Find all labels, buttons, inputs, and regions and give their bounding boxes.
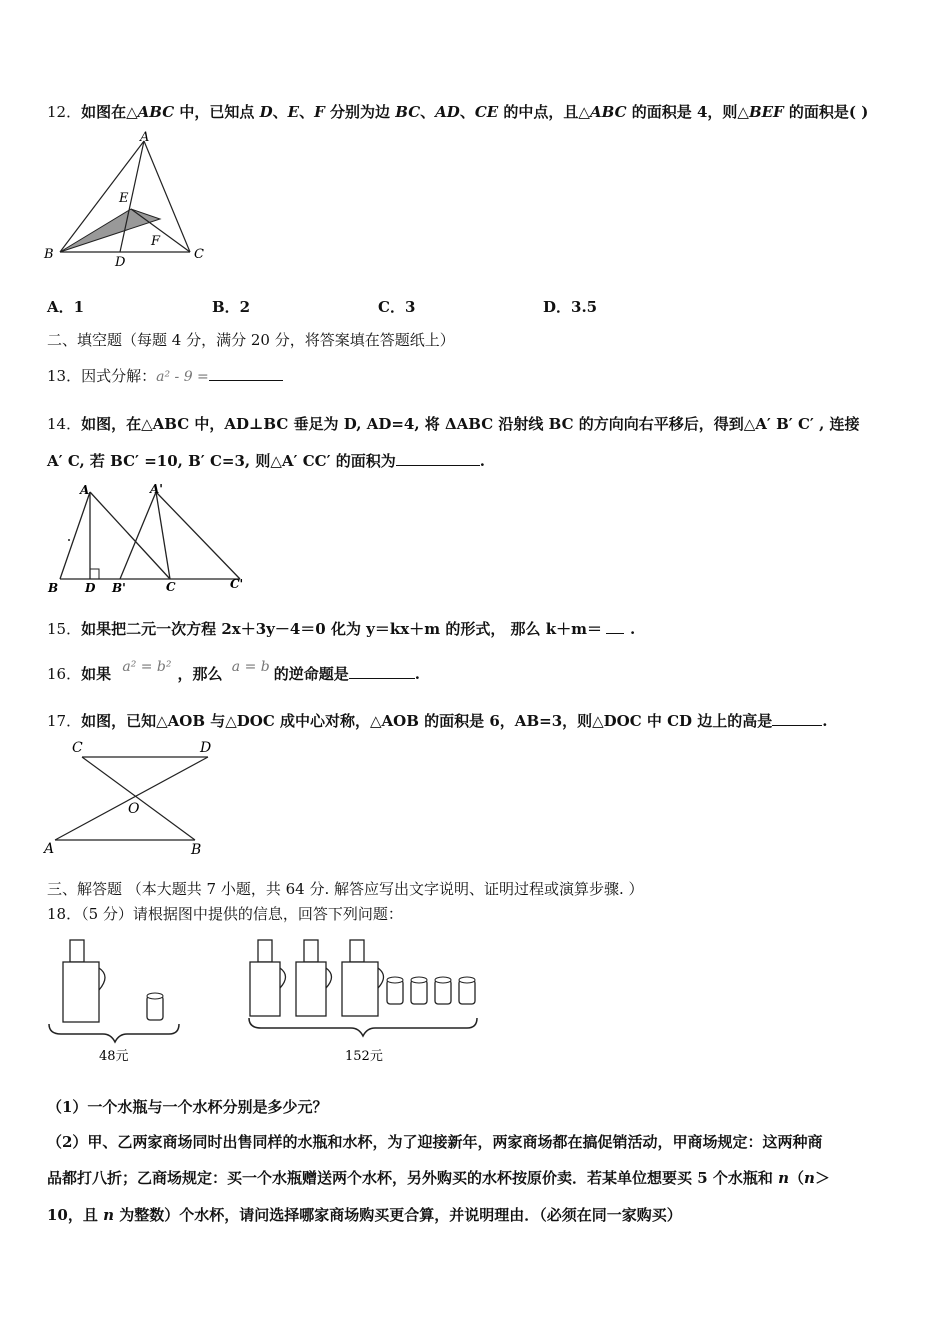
- cup-rim: [435, 977, 451, 983]
- q17-number: 17．: [47, 712, 82, 730]
- q13-text: 因式分解：: [81, 367, 157, 385]
- q16-number: 16．: [47, 665, 82, 683]
- cup-rim: [459, 977, 475, 983]
- q12-option-c[interactable]: C．3: [378, 298, 416, 316]
- q12-text: 如图在△: [81, 103, 138, 121]
- q15-number: 15．: [47, 620, 82, 638]
- q18-sub2-text: 品都打八折；乙商场规定：买一个水瓶赠送两个水杯，另外购买的水杯按原价卖．若某单位想要买 5 个水瓶和: [47, 1169, 779, 1187]
- shaded-triangle-bef: [60, 209, 160, 252]
- q12-option-d[interactable]: D．3.5: [543, 298, 598, 316]
- cup-icon: [147, 996, 163, 1020]
- q18-figure-48: [45, 936, 185, 1066]
- q17-stem: [47, 711, 828, 731]
- side-a2c2: [156, 492, 240, 579]
- q12-text: ABC: [137, 103, 175, 121]
- cup-icon: [411, 980, 427, 1004]
- label-a-prime: A': [150, 482, 163, 496]
- q14-stem-line1: [47, 414, 860, 434]
- bottle-cap: [70, 940, 84, 962]
- bottle-cap: [258, 940, 272, 962]
- side-a2b2: [120, 492, 156, 579]
- label-d: D: [115, 255, 126, 270]
- q12-option-b[interactable]: B．2: [212, 298, 251, 316]
- brace-152: [249, 1018, 477, 1036]
- label-e: E: [119, 191, 129, 206]
- q15-period: .: [630, 620, 636, 638]
- q13-answer-blank[interactable]: [209, 366, 283, 381]
- q16-math-1: a² = b²: [122, 659, 172, 675]
- q12-text: CE: [474, 103, 499, 121]
- section-2-title: 二、填空题（每题 4 分，满分 20 分，将答案填在答题纸上）: [47, 331, 455, 349]
- q12-text: F: [314, 103, 325, 121]
- stray-dot: [68, 539, 70, 541]
- q18-figure-152: [245, 936, 485, 1066]
- q16-answer-blank[interactable]: [349, 664, 415, 679]
- q15-stem: [47, 619, 635, 639]
- segment-da: [55, 757, 208, 840]
- q16-text: 的逆命题是: [273, 665, 349, 683]
- label-o: O: [128, 801, 140, 817]
- q14-stem-line2: [47, 451, 485, 471]
- bottle-handle: [326, 968, 332, 988]
- q12-stem: [47, 102, 868, 122]
- label-c-prime: C': [230, 577, 244, 591]
- q16-text: 如果: [81, 665, 112, 683]
- q12-text: E: [287, 103, 300, 121]
- label-b-prime: B': [112, 581, 126, 595]
- q18-sub2-line3: [47, 1205, 682, 1225]
- q16-period: .: [414, 665, 420, 683]
- q12-option-a[interactable]: A．1: [47, 298, 85, 316]
- label-d: D: [200, 740, 212, 756]
- label-c: C: [194, 247, 204, 262]
- q18-sub2-line2: [47, 1168, 830, 1188]
- q15-text: 如果把二元一次方程 2x＋3y－4＝0 化为 y＝kx＋m 的形式， 那么 k＋m＝: [81, 620, 603, 638]
- bottle-body: [250, 962, 280, 1016]
- q14-translation-figure: [40, 478, 260, 598]
- label-a: A: [44, 841, 55, 857]
- q14-period: .: [479, 452, 485, 470]
- q17-symmetry-figure: [40, 737, 230, 862]
- cup-icon: [435, 980, 451, 1004]
- right-angle-mark: [90, 569, 99, 579]
- q12-text: BC: [395, 103, 421, 121]
- brace-48: [49, 1024, 179, 1042]
- q12-text: D: [259, 103, 273, 121]
- q18-sub2-text: （: [789, 1169, 805, 1187]
- q12-text: 、: [299, 103, 315, 121]
- q12-text: ABC: [589, 103, 627, 121]
- q14-text-2: A′ C, 若 BC′ =10, B′ C=3, 则△A′ CC′ 的面积为: [47, 452, 396, 470]
- q12-text: 的中点，且△: [498, 103, 590, 121]
- q12-text: 、: [272, 103, 288, 121]
- q18-sub2-line1: （2）甲、乙两家商场同时出售同样的水瓶和水杯，为了迎接新年，两家商场都在搞促销活动，甲商场规定：这两种商: [47, 1133, 823, 1151]
- q16-text: ，那么: [177, 665, 223, 683]
- label-b: B: [191, 842, 202, 858]
- q13-stem: [47, 366, 283, 387]
- q18-number: 18．: [47, 905, 82, 923]
- q18-var-n: n: [103, 1206, 115, 1224]
- section-3-title: 三、解答题 （本大题共 7 小题，共 64 分. 解答应写出文字说明、证明过程或演算步骤. ）: [47, 880, 644, 898]
- label-a: A: [140, 130, 150, 145]
- bottle-handle: [280, 968, 286, 988]
- label-c: C: [72, 740, 83, 756]
- q13-number: 13．: [47, 367, 82, 385]
- bottle-handle: [378, 968, 384, 988]
- bottle-body: [296, 962, 326, 1016]
- price-152-label: 152元: [345, 1049, 383, 1064]
- q14-answer-blank[interactable]: [396, 451, 480, 466]
- price-48-label: 48元: [99, 1049, 129, 1064]
- q18-text: 请根据图中提供的信息，回答下列问题：: [132, 905, 403, 923]
- label-f: F: [151, 234, 161, 249]
- q18-var-n: n: [778, 1169, 790, 1187]
- label-a: A: [80, 483, 90, 497]
- bottle-handle: [99, 968, 105, 990]
- label-b: B: [44, 247, 54, 262]
- q12-text: 分别为边: [324, 103, 396, 121]
- q14-text: 如图，在△ABC 中，AD⊥BC 垂足为 D, AD=4, 将 ΔABC 沿射线 BC 的方向向右平移后，得到△A′ B′ C′ , 连接: [81, 415, 860, 433]
- q18-sub2-text: 为整数）个水杯，请问选择哪家商场购买更合算，并说明理由．（必须在同一家购买）: [114, 1206, 682, 1224]
- q17-period: .: [822, 712, 828, 730]
- q16-math-2: a = b: [231, 659, 270, 675]
- q13-math: a² - 9 =: [156, 369, 209, 385]
- bottle-cap: [350, 940, 364, 962]
- q18-var-n: n: [804, 1169, 815, 1187]
- q18-sub2-text: ＞: [814, 1169, 830, 1187]
- q17-answer-blank[interactable]: [772, 711, 822, 726]
- q12-text: 中，已知点: [174, 103, 260, 121]
- q12-text: 、: [420, 103, 436, 121]
- label-b: B: [48, 581, 59, 595]
- q12-text: 、: [459, 103, 475, 121]
- segment-cb: [82, 757, 195, 840]
- q14-number: 14．: [47, 415, 82, 433]
- q12-triangle-figure: [40, 130, 220, 270]
- q12-text: 的面积是( ): [783, 103, 869, 121]
- q18-sub1: （1）一个水瓶与一个水杯分别是多少元？: [47, 1098, 328, 1116]
- q18-stem: [47, 904, 403, 924]
- bottle-cap: [304, 940, 318, 962]
- side-ab: [60, 492, 90, 579]
- q12-text: BEF: [748, 103, 784, 121]
- q18-sub2-text: 10，且: [47, 1206, 104, 1224]
- bottle-body: [63, 962, 99, 1022]
- cup-icon: [459, 980, 475, 1004]
- cup-rim: [387, 977, 403, 983]
- cup-rim: [411, 977, 427, 983]
- q12-number: 12．: [47, 103, 82, 121]
- q17-text: 如图，已知△AOB 与△DOC 成中心对称，△AOB 的面积是 6，AB=3，则△DOC 中 CD 边上的高是: [81, 712, 773, 730]
- q12-text: 的面积是 4，则△: [626, 103, 749, 121]
- q18-score: （5 分）: [81, 905, 133, 923]
- cup-icon: [387, 980, 403, 1004]
- cup-rim: [147, 993, 163, 999]
- bottle-body: [342, 962, 378, 1016]
- q15-answer-blank[interactable]: [606, 619, 624, 634]
- q16-stem: [47, 659, 420, 685]
- q12-text: AD: [435, 103, 460, 121]
- label-c: C: [166, 580, 176, 594]
- label-d: D: [85, 581, 96, 595]
